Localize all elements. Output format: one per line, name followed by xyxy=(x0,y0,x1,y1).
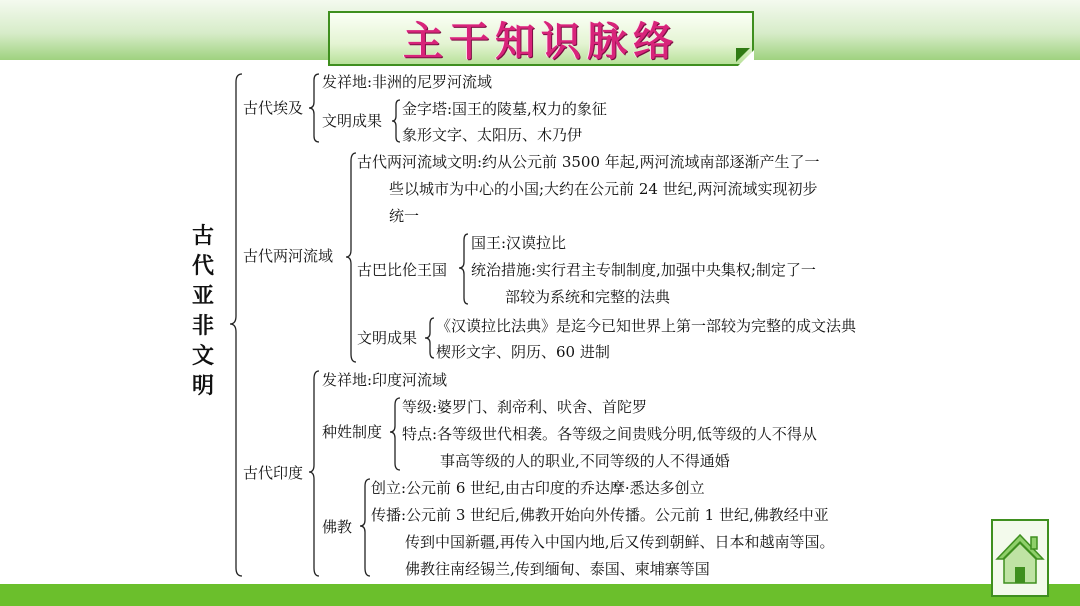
egypt-pyramid: 金字塔:国王的陵墓,权力的象征 xyxy=(402,100,607,118)
egypt-other-achievements: 象形文字、太阳历、木乃伊 xyxy=(402,126,583,144)
hammurabi-code: 《汉谟拉比法典》是迄今已知世界上第一部较为完整的成文法典 xyxy=(436,317,857,335)
brace-caste xyxy=(390,398,400,470)
brace-egypt xyxy=(309,74,319,142)
mesopotamia-achievements-label: 文明成果 xyxy=(357,329,418,347)
brace-babylon xyxy=(459,234,468,304)
caste-features-line1: 特点:各等级世代相袭。各等级之间贵贱分明,低等级的人不得从 xyxy=(402,425,817,443)
brace-buddhism xyxy=(360,479,370,576)
home-button[interactable] xyxy=(991,519,1049,597)
brace-india xyxy=(309,371,319,576)
footer-bar xyxy=(0,584,1080,606)
egypt-origin: 发祥地:非洲的尼罗河流域 xyxy=(322,73,493,91)
buddhism-spread-line3: 佛教往南经锡兰,传到缅甸、泰国、柬埔寨等国 xyxy=(405,560,710,578)
brace-egypt-achievements xyxy=(392,100,400,142)
mesopotamia-label: 古代两河流域 xyxy=(243,247,334,265)
brace-main xyxy=(230,74,242,576)
egypt-label: 古代埃及 xyxy=(243,99,304,117)
babylon-measures-line1: 统治措施:实行君主专制制度,加强中央集权;制定了一 xyxy=(471,261,816,279)
mesopotamia-civ-line1: 古代两河流域文明:约从公元前 3500 年起,两河流域南部逐渐产生了一 xyxy=(357,153,820,171)
brace-mesopotamia xyxy=(346,153,356,362)
page-title: 主干知识脉络 xyxy=(403,19,679,65)
topic-label: 古代亚非文明 xyxy=(191,224,214,399)
buddhism-label: 佛教 xyxy=(322,518,353,536)
mesopotamia-civ-line2: 些以城市为中心的小国;大约在公元前 24 世纪,两河流域实现初步 xyxy=(389,180,818,198)
egypt-achievements-label: 文明成果 xyxy=(322,112,383,130)
babylon-measures-line2: 部较为系统和完整的法典 xyxy=(505,288,671,306)
home-icon xyxy=(993,521,1047,595)
india-origin: 发祥地:印度河流域 xyxy=(322,371,448,389)
buddhism-spread-line2: 传到中国新疆,再传入中国内地,后又传到朝鲜、日本和越南等国。 xyxy=(405,533,835,551)
mesopotamia-civ-line3: 统一 xyxy=(389,207,420,225)
buddhism-founding: 创立:公元前 6 世纪,由古印度的乔达摩·悉达多创立 xyxy=(371,479,705,497)
caste-ranks: 等级:婆罗门、刹帝利、吠舍、首陀罗 xyxy=(402,398,648,416)
brace-mesopotamia-achievements xyxy=(425,318,434,358)
buddhism-spread-line1: 传播:公元前 3 世纪后,佛教开始向外传播。公元前 1 世纪,佛教经中亚 xyxy=(371,506,829,524)
india-label: 古代印度 xyxy=(243,464,304,482)
mesopotamia-other-achievements: 楔形文字、阴历、60 进制 xyxy=(436,343,610,361)
babylon-label: 古巴比伦王国 xyxy=(357,261,448,279)
caste-label: 种姓制度 xyxy=(322,423,383,441)
babylon-king: 国王:汉谟拉比 xyxy=(471,234,567,252)
caste-features-line2: 事高等级的人的职业,不同等级的人不得通婚 xyxy=(440,452,730,470)
